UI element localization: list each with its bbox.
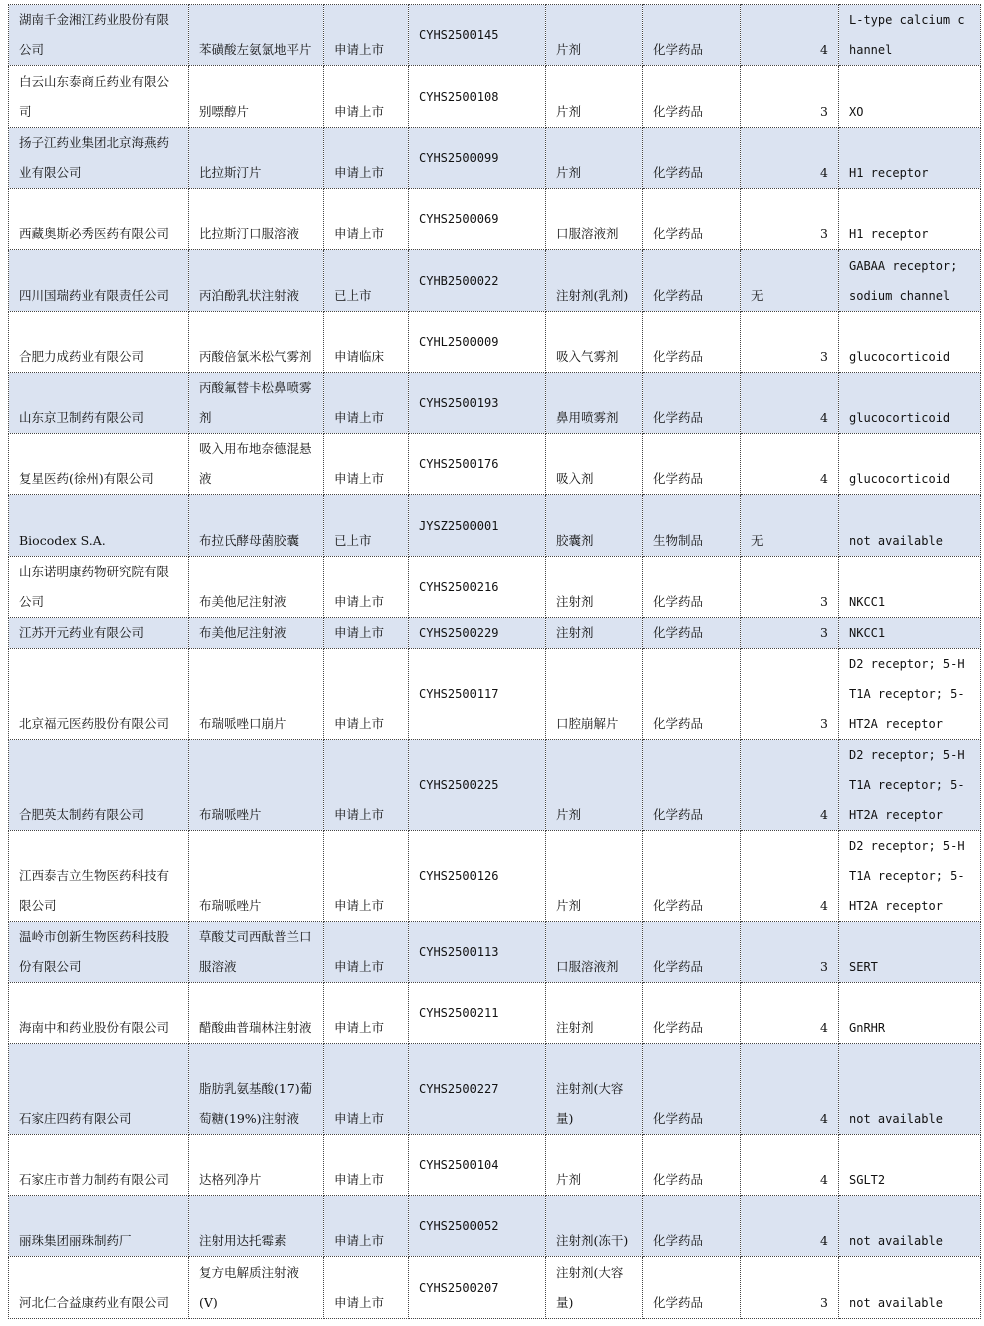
company-cell: 四川国瑞药业有限责任公司	[9, 250, 189, 312]
acceptance-code-cell: JYSZ2500001	[409, 495, 546, 557]
target-cell: SERT	[839, 922, 981, 983]
company-cell: 江西泰吉立生物医药科技有限公司	[9, 831, 189, 922]
acceptance-code-cell: CYHS2500104	[409, 1135, 546, 1196]
target-cell: not available	[839, 1044, 981, 1135]
status-cell: 申请上市	[324, 1044, 409, 1135]
drug-name-cell: 复方电解质注射液(V)	[189, 1257, 324, 1319]
registration-class-cell: 3	[741, 1257, 839, 1319]
target-cell: not available	[839, 1196, 981, 1257]
status-cell: 申请上市	[324, 373, 409, 434]
drug-category-cell: 化学药品	[643, 740, 741, 831]
acceptance-code-cell: CYHL2500009	[409, 312, 546, 373]
dosage-form-cell: 注射剂	[546, 557, 643, 618]
acceptance-code-cell: CYHS2500225	[409, 740, 546, 831]
acceptance-code-cell: CYHS2500052	[409, 1196, 546, 1257]
drug-name-cell: 布瑞哌唑口崩片	[189, 649, 324, 740]
status-cell: 申请上市	[324, 1196, 409, 1257]
acceptance-code-cell: CYHS2500229	[409, 618, 546, 649]
drug-category-cell: 化学药品	[643, 1044, 741, 1135]
target-cell: H1 receptor	[839, 128, 981, 189]
acceptance-code-cell: CYHS2500113	[409, 922, 546, 983]
acceptance-code-cell: CYHS2500099	[409, 128, 546, 189]
company-cell: 扬子江药业集团北京海燕药业有限公司	[9, 128, 189, 189]
target-cell: SGLT2	[839, 1135, 981, 1196]
table-row	[9, 434, 981, 495]
table-row	[9, 250, 981, 312]
registration-class-cell: 4	[741, 740, 839, 831]
drug-name-cell: 丙酸倍氯米松气雾剂	[189, 312, 324, 373]
registration-class-cell: 4	[741, 1135, 839, 1196]
target-cell: L-type calcium channel	[839, 5, 981, 66]
status-cell: 申请上市	[324, 983, 409, 1044]
table-row	[9, 618, 981, 649]
target-cell: glucocorticoid	[839, 373, 981, 434]
registration-class-cell: 3	[741, 557, 839, 618]
acceptance-code-cell: CYHS2500176	[409, 434, 546, 495]
company-cell: 合肥英太制药有限公司	[9, 740, 189, 831]
acceptance-code-cell: CYHS2500069	[409, 189, 546, 250]
drug-name-cell: 别嘌醇片	[189, 66, 324, 128]
acceptance-code-cell: CYHS2500216	[409, 557, 546, 618]
company-cell: 西藏奥斯必秀医药有限公司	[9, 189, 189, 250]
drug-name-cell: 脂肪乳氨基酸(17)葡萄糖(19%)注射液	[189, 1044, 324, 1135]
drug-category-cell: 化学药品	[643, 128, 741, 189]
acceptance-code-cell: CYHS2500117	[409, 649, 546, 740]
dosage-form-cell: 片剂	[546, 128, 643, 189]
drug-name-cell: 吸入用布地奈德混悬液	[189, 434, 324, 495]
status-cell: 申请上市	[324, 557, 409, 618]
dosage-form-cell: 注射剂(乳剂)	[546, 250, 643, 312]
drug-name-cell: 布瑞哌唑片	[189, 740, 324, 831]
acceptance-code-cell: CYHB2500022	[409, 250, 546, 312]
registration-class-cell: 3	[741, 922, 839, 983]
table-row	[9, 373, 981, 434]
dosage-form-cell: 吸入剂	[546, 434, 643, 495]
drug-category-cell: 化学药品	[643, 1196, 741, 1257]
dosage-form-cell: 片剂	[546, 831, 643, 922]
target-cell: not available	[839, 1257, 981, 1319]
dosage-form-cell: 片剂	[546, 5, 643, 66]
registration-class-cell: 无	[741, 250, 839, 312]
status-cell: 申请上市	[324, 618, 409, 649]
status-cell: 申请上市	[324, 1135, 409, 1196]
drug-name-cell: 布拉氏酵母菌胶囊	[189, 495, 324, 557]
drug-category-cell: 生物制品	[643, 495, 741, 557]
drug-name-cell: 比拉斯汀口服溶液	[189, 189, 324, 250]
company-cell: 山东诺明康药物研究院有限公司	[9, 557, 189, 618]
registration-class-cell: 4	[741, 983, 839, 1044]
drug-category-cell: 化学药品	[643, 373, 741, 434]
dosage-form-cell: 胶囊剂	[546, 495, 643, 557]
drug-category-cell: 化学药品	[643, 250, 741, 312]
drug-name-cell: 布瑞哌唑片	[189, 831, 324, 922]
dosage-form-cell: 口服溶液剂	[546, 189, 643, 250]
status-cell: 申请临床	[324, 312, 409, 373]
drug-name-cell: 草酸艾司西酞普兰口服溶液	[189, 922, 324, 983]
registration-class-cell: 3	[741, 189, 839, 250]
status-cell: 申请上市	[324, 434, 409, 495]
company-cell: 丽珠集团丽珠制药厂	[9, 1196, 189, 1257]
company-cell: 湖南千金湘江药业股份有限公司	[9, 5, 189, 66]
registration-class-cell: 无	[741, 495, 839, 557]
table-row	[9, 1135, 981, 1196]
drug-name-cell: 布美他尼注射液	[189, 557, 324, 618]
registration-class-cell: 3	[741, 649, 839, 740]
drug-name-cell: 苯磺酸左氨氯地平片	[189, 5, 324, 66]
status-cell: 申请上市	[324, 189, 409, 250]
company-cell: Biocodex S.A.	[9, 495, 189, 557]
target-cell: GABAA receptor; sodium channel	[839, 250, 981, 312]
dosage-form-cell: 注射剂(大容量)	[546, 1257, 643, 1319]
table-row	[9, 983, 981, 1044]
drug-category-cell: 化学药品	[643, 831, 741, 922]
target-cell: not available	[839, 495, 981, 557]
dosage-form-cell: 吸入气雾剂	[546, 312, 643, 373]
target-cell: H1 receptor	[839, 189, 981, 250]
status-cell: 申请上市	[324, 649, 409, 740]
dosage-form-cell: 片剂	[546, 1135, 643, 1196]
company-cell: 石家庄四药有限公司	[9, 1044, 189, 1135]
drug-category-cell: 化学药品	[643, 1257, 741, 1319]
target-cell: NKCC1	[839, 618, 981, 649]
status-cell: 申请上市	[324, 128, 409, 189]
table-row	[9, 312, 981, 373]
dosage-form-cell: 注射剂	[546, 983, 643, 1044]
drug-registration-table-container	[8, 4, 980, 1319]
dosage-form-cell: 口腔崩解片	[546, 649, 643, 740]
table-row	[9, 1044, 981, 1135]
drug-name-cell: 醋酸曲普瑞林注射液	[189, 983, 324, 1044]
drug-category-cell: 化学药品	[643, 983, 741, 1044]
dosage-form-cell: 注射剂(大容量)	[546, 1044, 643, 1135]
registration-class-cell: 3	[741, 312, 839, 373]
drug-name-cell: 丙泊酚乳状注射液	[189, 250, 324, 312]
drug-category-cell: 化学药品	[643, 922, 741, 983]
dosage-form-cell: 鼻用喷雾剂	[546, 373, 643, 434]
company-cell: 合肥力成药业有限公司	[9, 312, 189, 373]
company-cell: 江苏开元药业有限公司	[9, 618, 189, 649]
dosage-form-cell: 口服溶液剂	[546, 922, 643, 983]
drug-category-cell: 化学药品	[643, 312, 741, 373]
status-cell: 已上市	[324, 250, 409, 312]
table-row	[9, 128, 981, 189]
company-cell: 石家庄市普力制药有限公司	[9, 1135, 189, 1196]
registration-class-cell: 4	[741, 373, 839, 434]
dosage-form-cell: 注射剂	[546, 618, 643, 649]
status-cell: 申请上市	[324, 1257, 409, 1319]
target-cell: D2 receptor; 5-HT1A receptor; 5-HT2A receptor	[839, 831, 981, 922]
target-cell: D2 receptor; 5-HT1A receptor; 5-HT2A receptor	[839, 740, 981, 831]
acceptance-code-cell: CYHS2500207	[409, 1257, 546, 1319]
acceptance-code-cell: CYHS2500227	[409, 1044, 546, 1135]
target-cell: glucocorticoid	[839, 312, 981, 373]
status-cell: 申请上市	[324, 740, 409, 831]
drug-name-cell: 布美他尼注射液	[189, 618, 324, 649]
status-cell: 已上市	[324, 495, 409, 557]
acceptance-code-cell: CYHS2500126	[409, 831, 546, 922]
target-cell: GnRHR	[839, 983, 981, 1044]
table-row	[9, 1196, 981, 1257]
table-row	[9, 189, 981, 250]
drug-category-cell: 化学药品	[643, 557, 741, 618]
target-cell: D2 receptor; 5-HT1A receptor; 5-HT2A receptor	[839, 649, 981, 740]
drug-name-cell: 达格列净片	[189, 1135, 324, 1196]
table-row	[9, 495, 981, 557]
dosage-form-cell: 注射剂(冻干)	[546, 1196, 643, 1257]
company-cell: 温岭市创新生物医药科技股份有限公司	[9, 922, 189, 983]
drug-category-cell: 化学药品	[643, 649, 741, 740]
acceptance-code-cell: CYHS2500193	[409, 373, 546, 434]
company-cell: 海南中和药业股份有限公司	[9, 983, 189, 1044]
target-cell: NKCC1	[839, 557, 981, 618]
registration-class-cell: 4	[741, 1044, 839, 1135]
table-row	[9, 557, 981, 618]
target-cell: glucocorticoid	[839, 434, 981, 495]
status-cell: 申请上市	[324, 5, 409, 66]
drug-category-cell: 化学药品	[643, 66, 741, 128]
drug-name-cell: 丙酸氟替卡松鼻喷雾剂	[189, 373, 324, 434]
status-cell: 申请上市	[324, 831, 409, 922]
target-cell: XO	[839, 66, 981, 128]
drug-name-cell: 注射用达托霉素	[189, 1196, 324, 1257]
acceptance-code-cell: CYHS2500108	[409, 66, 546, 128]
registration-class-cell: 3	[741, 618, 839, 649]
registration-class-cell: 4	[741, 831, 839, 922]
company-cell: 复星医药(徐州)有限公司	[9, 434, 189, 495]
drug-category-cell: 化学药品	[643, 1135, 741, 1196]
status-cell: 申请上市	[324, 66, 409, 128]
acceptance-code-cell: CYHS2500211	[409, 983, 546, 1044]
table-row	[9, 649, 981, 740]
registration-class-cell: 4	[741, 128, 839, 189]
table-row	[9, 5, 981, 66]
registration-class-cell: 4	[741, 1196, 839, 1257]
drug-category-cell: 化学药品	[643, 189, 741, 250]
company-cell: 河北仁合益康药业有限公司	[9, 1257, 189, 1319]
drug-category-cell: 化学药品	[643, 5, 741, 66]
registration-class-cell: 4	[741, 434, 839, 495]
drug-category-cell: 化学药品	[643, 618, 741, 649]
drug-category-cell: 化学药品	[643, 434, 741, 495]
table-row	[9, 922, 981, 983]
company-cell: 北京福元医药股份有限公司	[9, 649, 189, 740]
table-row	[9, 740, 981, 831]
drug-registration-table	[8, 4, 981, 1319]
table-row	[9, 66, 981, 128]
dosage-form-cell: 片剂	[546, 740, 643, 831]
registration-class-cell: 4	[741, 5, 839, 66]
company-cell: 山东京卫制药有限公司	[9, 373, 189, 434]
registration-class-cell: 3	[741, 66, 839, 128]
acceptance-code-cell: CYHS2500145	[409, 5, 546, 66]
drug-name-cell: 比拉斯汀片	[189, 128, 324, 189]
dosage-form-cell: 片剂	[546, 66, 643, 128]
table-row	[9, 831, 981, 922]
company-cell: 白云山东泰商丘药业有限公司	[9, 66, 189, 128]
table-row	[9, 1257, 981, 1319]
status-cell: 申请上市	[324, 922, 409, 983]
